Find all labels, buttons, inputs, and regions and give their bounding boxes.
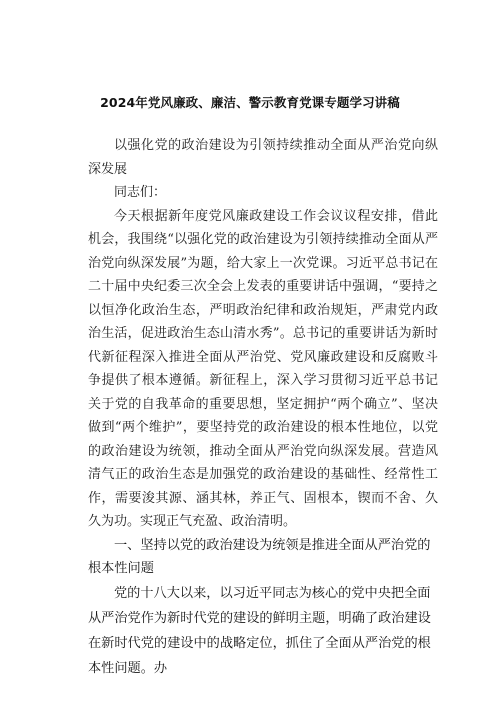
document-title: 2024年党风廉政、廉洁、警示教育党课专题学习讲稿 [100,95,400,110]
document-subtitle: 以强化党的政治建设为引领持续推动全面从严治党向纵深发展 [88,138,438,177]
document-body [88,134,438,681]
section-1-heading: 一、坚持以党的政治建设为统领是推进全面从严治党的根本性问题 [88,537,431,576]
greeting: 同志们： [114,185,167,200]
paragraph-1: 今天根据新年度党风廉政建设工作会议议程安排，借此机会，我围绕“以强化党的政治建设为引领持续推动全面从严治党向纵深发展”为题，给大家上一次党课。习近平总书记在二十届中央纪委三次全会上发表的重要讲话中强调，“要持之以恒净化政治生态，严明政治纪律和政治规矩，严肃党内政治生活，促进政治生态山清水秀”。总书记的重要讲话为新时代新征程深入推进全面从严治党、党风廉政建设和反腐败斗争提供了根本遵循。新征程上，深入学习贯彻习近平总书记关于党的自我革命的重要思想，坚定拥护“两个确立”、坚决做到“两个维护”，要坚持党的政治建设的根本性地位，以党的政治建设为统领，推动全面从严治党向纵深发展。营造风清气正的政治生态是加强党的政治建设的基础性、经常性工作，需要浚其源、涵其林，养正气、固根本，锲而不舍、久久为功。实现正气充盈、政治清明。 [88,208,438,529]
paragraph-2: 党的十八大以来，以习近平同志为核心的党中央把全面从严治党作为新时代党的建设的鲜明主题，明确了政治建设在新时代党的建设中的战略定位，抓住了全面从严治党的根本性问题。办 [88,585,431,676]
